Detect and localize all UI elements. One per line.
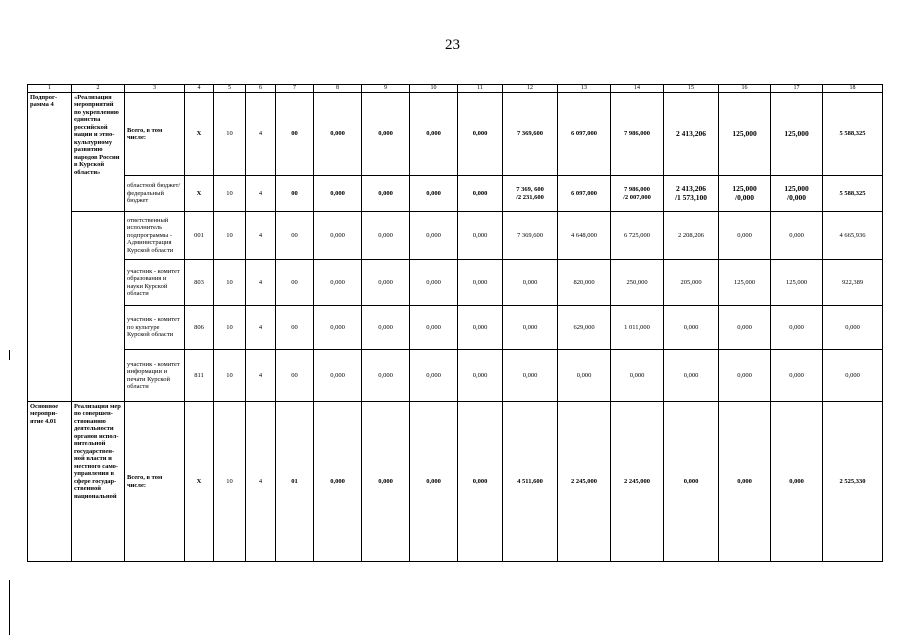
table-cell: 4 (246, 176, 276, 212)
column-header: 8 (314, 85, 362, 93)
table-cell: 0,000 (314, 212, 362, 260)
table-cell: 4 (246, 402, 276, 562)
table-cell: X (185, 402, 214, 562)
row-label: участник - комитет информации и печати Курской области (125, 350, 185, 402)
table-cell: 0,000 (410, 350, 458, 402)
table-cell: 7 369,600 (503, 93, 558, 176)
table-cell: 0,000 (458, 93, 503, 176)
subprogram-name: «Реализация мероприятий по укреплению единства российской нации и этно-культурному развитию народов России в Курской области» (72, 93, 125, 212)
table-cell: 4 511,600 (503, 402, 558, 562)
table-cell: 00 (276, 93, 314, 176)
header-row (28, 85, 883, 93)
table-cell: 0,000 (719, 350, 771, 402)
table-cell: 0,000 (719, 402, 771, 562)
table-row (28, 306, 883, 350)
table-cell: 0,000 (314, 350, 362, 402)
table-cell: 0,000 (362, 93, 410, 176)
table-cell: 4 648,000 (558, 212, 611, 260)
table-cell (611, 176, 664, 212)
column-header: 10 (410, 85, 458, 93)
table-cell: 2 525,330 (823, 402, 883, 562)
table-cell: 0,000 (458, 260, 503, 306)
budget-table (27, 84, 883, 562)
table-cell: 0,000 (771, 402, 823, 562)
column-header: 9 (362, 85, 410, 93)
table-cell: 001 (185, 212, 214, 260)
table-cell: 125,000 (771, 260, 823, 306)
table-row (28, 93, 883, 176)
table-cell: 0,000 (611, 350, 664, 402)
table-cell: 4 (246, 93, 276, 176)
column-header: 11 (458, 85, 503, 93)
table-cell: 00 (276, 306, 314, 350)
table-row (28, 402, 883, 562)
table-cell: 125,000 (719, 93, 771, 176)
table-cell: 00 (276, 176, 314, 212)
table-cell (664, 176, 719, 212)
table-cell: 250,000 (611, 260, 664, 306)
column-header: 17 (771, 85, 823, 93)
table-cell: X (185, 176, 214, 212)
table-row (28, 260, 883, 306)
table-cell: 10 (214, 402, 246, 562)
subprogram-code: Подпрог-рамма 4 (28, 93, 72, 402)
table-cell: 0,000 (362, 306, 410, 350)
column-header: 2 (72, 85, 125, 93)
table-cell: 10 (214, 350, 246, 402)
table-cell: 10 (214, 176, 246, 212)
table-cell: X (185, 93, 214, 176)
table-cell: 0,000 (314, 306, 362, 350)
column-header: 16 (719, 85, 771, 93)
table-cell: 0,000 (503, 350, 558, 402)
table-cell: 0,000 (771, 306, 823, 350)
table-cell: 0,000 (458, 212, 503, 260)
table-cell (503, 176, 558, 212)
table-cell: 0,000 (664, 350, 719, 402)
table-cell: 2 245,000 (611, 402, 664, 562)
table-cell: 4 (246, 212, 276, 260)
table-cell (719, 176, 771, 212)
table-cell: 0,000 (458, 306, 503, 350)
column-header: 4 (185, 85, 214, 93)
table-cell: 0,000 (664, 402, 719, 562)
table-cell: 6 097,000 (558, 93, 611, 176)
row-label: участник - комитет образования и науки Курской области (125, 260, 185, 306)
column-header: 12 (503, 85, 558, 93)
table-cell: 0,000 (719, 306, 771, 350)
page-number: 23 (445, 37, 460, 53)
table-cell: 922,389 (823, 260, 883, 306)
column-header: 18 (823, 85, 883, 93)
table-cell: 6 725,000 (611, 212, 664, 260)
column-header: 5 (214, 85, 246, 93)
table-cell: 2 208,206 (664, 212, 719, 260)
cell-line: 7 369, 600 (516, 186, 544, 194)
table-cell: 0,000 (314, 176, 362, 212)
table-cell: 0,000 (410, 93, 458, 176)
table-cell: 10 (214, 260, 246, 306)
table-cell: 806 (185, 306, 214, 350)
table-cell: 0,000 (558, 350, 611, 402)
table-cell: 0,000 (664, 306, 719, 350)
row-label: ответственный исполнитель подпрограммы - Администрация Курской области (125, 212, 185, 260)
table-cell: 7 986,000 (611, 93, 664, 176)
column-header: 3 (125, 85, 185, 93)
table-cell: 0,000 (410, 176, 458, 212)
table-cell: 803 (185, 260, 214, 306)
table-cell: 0,000 (362, 350, 410, 402)
table-cell: 0,000 (410, 260, 458, 306)
table-cell: 5 588,325 (823, 176, 883, 212)
table-cell: 0,000 (410, 212, 458, 260)
row-label: участник - комитет по культуре Курской области (125, 306, 185, 350)
table-cell: 2 413,206 (664, 93, 719, 176)
table-cell: 820,000 (558, 260, 611, 306)
table-cell: 0,000 (503, 306, 558, 350)
measure-code: Основное меропри-ятие 4.01 (28, 402, 72, 562)
table-cell: 4 (246, 260, 276, 306)
table-cell: 10 (214, 212, 246, 260)
row-label: областной бюджет/ федеральный бюджет (125, 176, 185, 212)
table-row (28, 212, 883, 260)
row-label: Всего, в том числе: (125, 402, 185, 562)
table-cell: 4 (246, 350, 276, 402)
column-header: 14 (611, 85, 664, 93)
column-header: 7 (276, 85, 314, 93)
table-cell: 811 (185, 350, 214, 402)
table-cell: 0,000 (410, 306, 458, 350)
table-cell: 00 (276, 260, 314, 306)
margin-mark (9, 350, 10, 360)
cell-line: 2 413,206 (676, 183, 706, 193)
table-cell: 0,000 (458, 402, 503, 562)
column-header: 13 (558, 85, 611, 93)
measure-name: Реализация мер по совершен-ствованию деятельности органов испол-нительной государствен-ной власти и местного само-управления в сфере государ-ственной национальной (72, 402, 125, 562)
table-cell: 0,000 (410, 402, 458, 562)
table-cell: 0,000 (314, 93, 362, 176)
table-cell: 0,000 (771, 212, 823, 260)
cell-line: /2 007,000 (623, 193, 651, 201)
cell-line: /1 573,100 (674, 192, 708, 202)
column-header: 6 (246, 85, 276, 93)
table-cell: 125,000 (719, 260, 771, 306)
table-cell: 1 011,000 (611, 306, 664, 350)
table-cell: 10 (214, 306, 246, 350)
table-cell: 00 (276, 212, 314, 260)
table-row (28, 350, 883, 402)
table-cell: 7 369,600 (503, 212, 558, 260)
table-cell: 0,000 (771, 350, 823, 402)
table-cell: 0,000 (458, 350, 503, 402)
table-row (28, 176, 883, 212)
table-cell: 629,000 (558, 306, 611, 350)
cell-line: 125,000 (732, 183, 757, 193)
table-cell: 6 097,000 (558, 176, 611, 212)
table-cell: 0,000 (314, 402, 362, 562)
table-cell: 205,000 (664, 260, 719, 306)
cell-line: /0,000 (735, 192, 754, 202)
table-cell: 0,000 (362, 176, 410, 212)
subprogram-name-continuation (72, 212, 125, 402)
table-cell: 4 (246, 306, 276, 350)
table-cell: 0,000 (823, 350, 883, 402)
table-cell: 10 (214, 93, 246, 176)
margin-mark (9, 580, 10, 635)
table-cell: 0,000 (823, 306, 883, 350)
table-cell: 0,000 (719, 212, 771, 260)
cell-line: 125,000 (784, 183, 809, 193)
table-cell: 0,000 (362, 212, 410, 260)
table-cell: 2 245,000 (558, 402, 611, 562)
table-cell: 00 (276, 350, 314, 402)
cell-line: /0,000 (787, 192, 806, 202)
table-cell: 0,000 (362, 402, 410, 562)
table-cell (771, 176, 823, 212)
table-cell: 0,000 (458, 176, 503, 212)
table-cell: 01 (276, 402, 314, 562)
cell-line: /2 231,600 (516, 193, 544, 201)
cell-line: 7 986,000 (624, 186, 650, 194)
table-cell: 0,000 (503, 260, 558, 306)
table-cell: 0,000 (314, 260, 362, 306)
table-cell: 5 588,325 (823, 93, 883, 176)
table-cell: 0,000 (362, 260, 410, 306)
column-header: 15 (664, 85, 719, 93)
row-label: Всего, в том числе: (125, 93, 185, 176)
column-header: 1 (28, 85, 72, 93)
table-cell: 4 665,936 (823, 212, 883, 260)
table-cell: 125,000 (771, 93, 823, 176)
